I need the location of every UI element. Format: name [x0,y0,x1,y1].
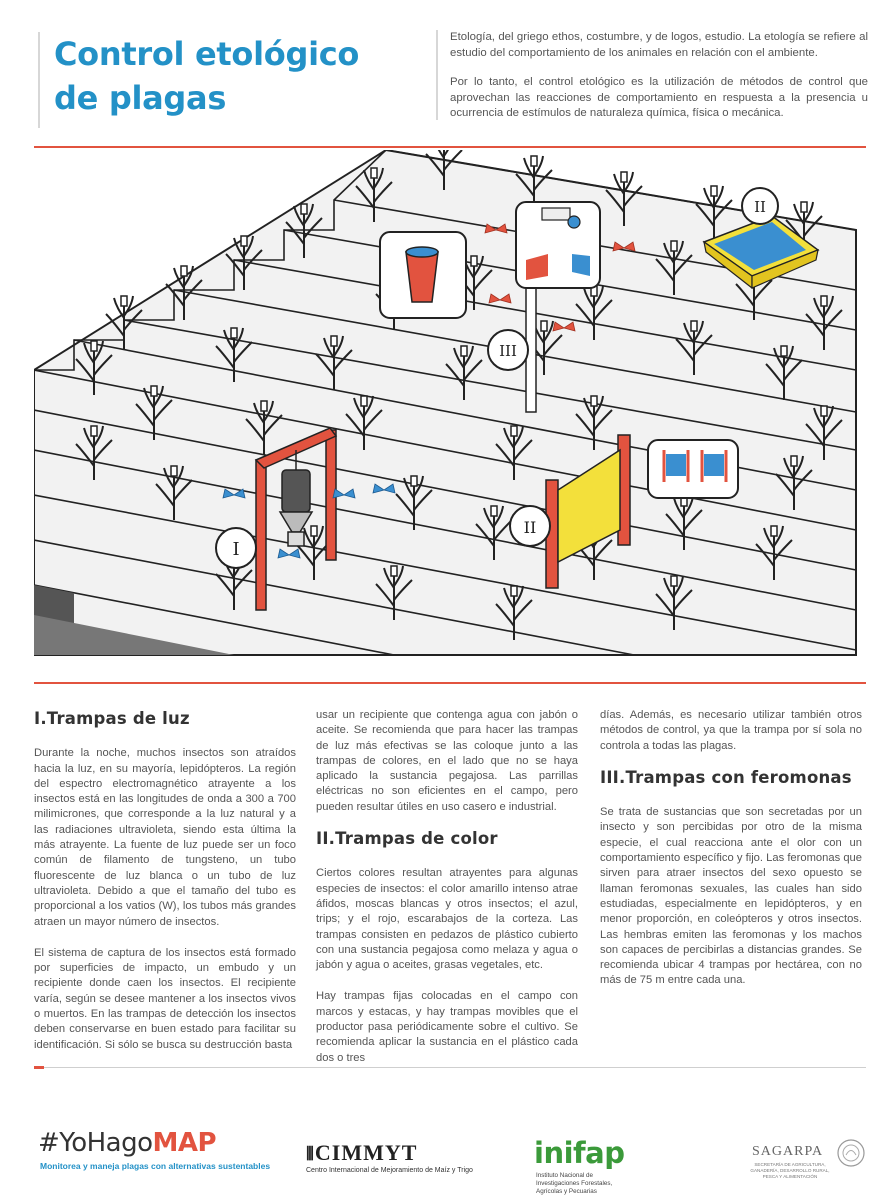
column-3 [600,708,862,1005]
cimmyt-text: CIMMYT [314,1140,418,1165]
section-title-light-traps: I.Trampas de luz [34,709,190,728]
callout-traps [648,440,738,498]
sagarpa-subtitle: SECRETARÍA DE AGRICULTURA, GANADERÍA, DESARROLLO RURAL, PESCA Y ALIMENTACIÓN [750,1162,830,1179]
title-rule [38,32,40,128]
callout-cup [380,232,466,318]
inifap-subtitle: Instituto Nacional de Investigaciones Forestales, Agrícolas y Pecuarias [536,1172,613,1195]
section-title-pheromone-traps: III.Trampas con feromonas [600,767,852,787]
middle-divider [34,682,866,684]
label-text: III [499,342,517,360]
label-badge-4 [488,330,528,370]
label-text: II [523,518,537,537]
intro-paragraph-1: Etología, del griego ethos, costumbre, y de logos, estudio. La etología se refiere al estudio del comportamiento de los animales en relación con el ambiente. [450,31,868,59]
label-badge-3 [742,188,778,224]
top-divider [34,146,866,148]
label-text: II [754,198,766,216]
title-line-2: de plagas [54,79,227,117]
cimmyt-subtitle: Centro Internacional de Mejoramiento de Maíz y Trigo [306,1167,473,1174]
footer-rule [34,1067,866,1068]
label-text: I [232,539,240,560]
page-title [54,32,359,120]
column-1 [34,709,296,1069]
section-1-paragraph-3: usar un recipiente que contenga agua con jabón o aceite. Se recomienda que para hacer las trampas de luz más efectivas se las coloque junto a las trampas de colores, en el lado que no se haya aplicado la sustancia pegajosa. Las parrillas eléctricas no son eficientes en el campo, pero pueden resultar útiles en uso casero e industrial. [316,709,578,813]
label-badge-1 [216,528,256,568]
sagarpa-logo: SAGARPA [752,1144,824,1159]
footer-accent [34,1066,44,1069]
label-badge-2 [510,506,550,546]
yohagomap-logo [38,1128,216,1158]
intro-rule [436,30,438,120]
field-illustration [34,150,866,680]
section-1-paragraph-1: Durante la noche, muchos insectos son atraídos hacia la luz, en su mayoría, lepidópteros. La región del espectro electromagnético atrayente a los insectos está en las longitudes de onda a 300 a 700 milimicrones, que corresponde a la luz natural y a las radiaciones ultravioleta, siendo esta última la más atrayente. La fuente de luz puede ser un foco común de filamento de tungsteno, un tubo fluorescente de luz blanca o un tubo de luz ultravioleta. Debido a que el tamaño del tubo es proporcional a los vatios (W), los tubos más grandes atraen un mayor número de insectos. [34,747,296,928]
section-2-paragraph-1: Ciertos colores resultan atrayentes para algunas especies de insectos: el color amarillo intenso atrae áfidos, moscas blancas y otros insectos; el azul, trips; y el rojo, escarabajos de la corteza. Las trampas consisten en pedazos de plástico cubierto con una sustancia pegajosa como melaza y agua o jabón y agua o aceites, grasas vegetales, etc. [316,867,578,972]
section-3-paragraph-1: Se trata de sustancias que son secretadas por un insecto y son percibidas por otro de la misma especie, el cual reacciona ante el olor con un comportamiento específico y fijo. Las feromonas que sirven para atraer insectos del sexo opuesto se llaman feromonas sexuales, las cuales han sido estudiadas, especialmente en lepidópteros, y en menor proporción, en coleópteros y otros insectos. Las hembras emiten las feromonas y los machos son capaces de percibirlas a distancias grandes. Se recomienda ubicar 4 trampas por hectárea, con no más de 75 m entre cada una. [600,806,862,987]
section-title-color-traps: II.Trampas de color [316,829,498,849]
cimmyt-logo [306,1140,417,1166]
mexico-seal-icon [836,1138,866,1168]
section-1-paragraph-2: El sistema de captura de los insectos está formado por superficies de impacto, un embudo y un recipiente donde caen los insectos. El recipiente varía, según se desee mantener a los insectos vivos o muertos. En las trampas de detección los insectos deben conservarse en buen estado para facilitar su identificación. Si sólo se busca su destrucción basta [34,946,296,1051]
title-line-1: Control etológico [54,35,360,73]
intro-paragraph-2: Por lo tanto, el control etológico es la utilización de métodos de control que aprovechan las reacciones de comportamiento en respuesta a la presencia u ocurrencia de estímulos de naturaleza química, física o mecánica. [450,76,868,120]
yohagomap-tagline: Monitorea y maneja plagas con alternativas sustentables [40,1161,271,1171]
section-2-paragraph-2: Hay trampas fijas colocadas en el campo con marcos y estacas, y hay trampas movibles que el productor pasa periódicamente sobre el cultivo. Se recomienda aplicar la sustancia en el plástico cada dos o tres [316,990,578,1064]
intro-text [450,30,868,136]
inifap-logo: inifap [534,1136,625,1170]
column-2 [316,708,578,1082]
map-text: MAP [152,1128,217,1158]
cimmyt-mark-icon: ⦀ [306,1144,315,1164]
yohago-text: #YoHago [38,1128,153,1158]
section-2-paragraph-3: días. Además, es necesario utilizar también otros métodos de control, ya que la trampa por sí sola no controla a todas las plagas. [600,709,862,752]
